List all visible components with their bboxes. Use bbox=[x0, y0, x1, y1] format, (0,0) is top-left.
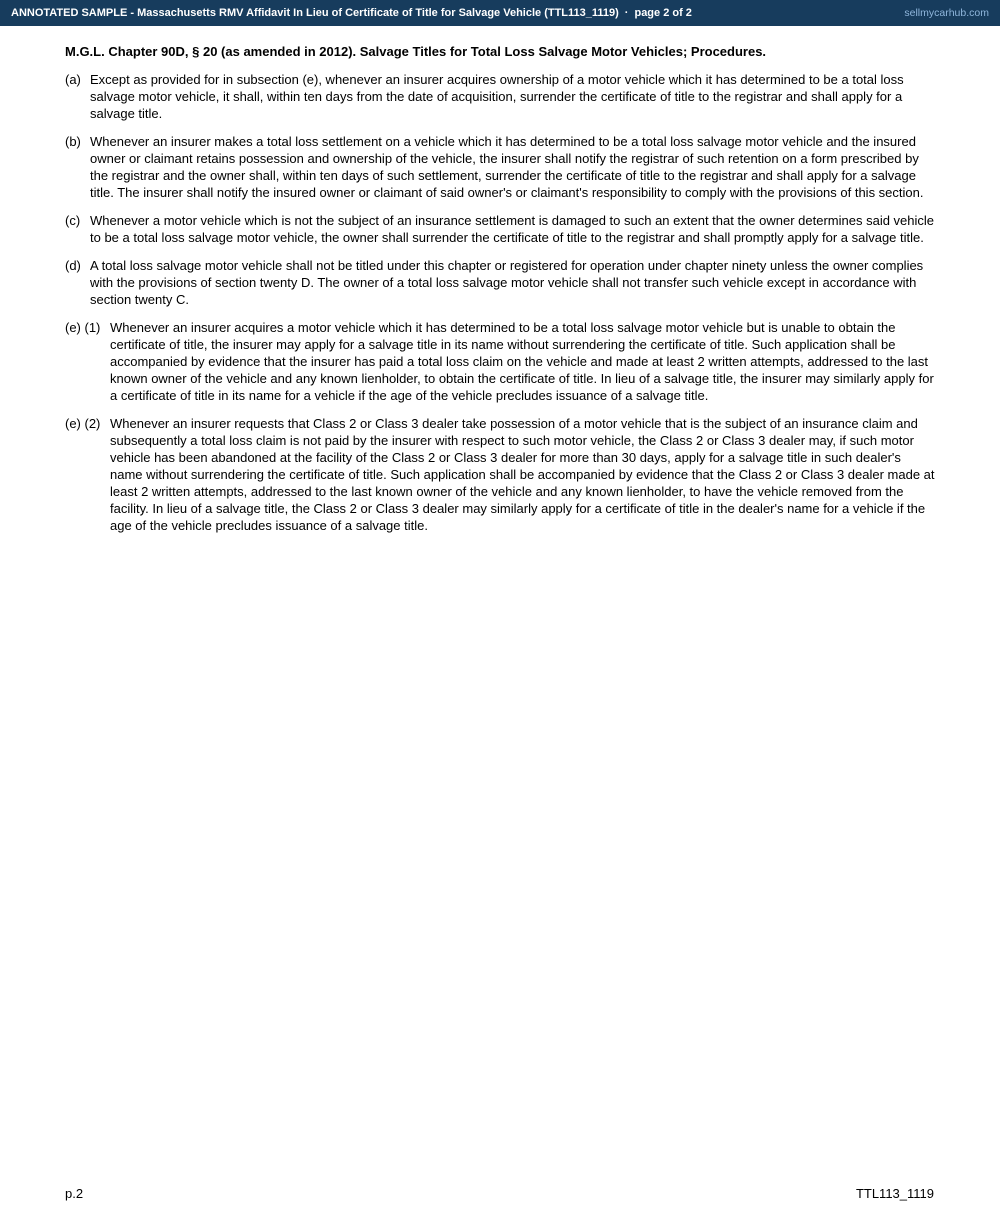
page-footer bbox=[65, 1186, 934, 1201]
clause-label: (b) bbox=[65, 134, 81, 149]
statute-heading: M.G.L. Chapter 90D, § 20 (as amended in 2012). Salvage Titles for Total Loss Salvage Motor Vehicles; Procedures. bbox=[65, 44, 767, 59]
top-banner bbox=[0, 0, 1000, 26]
clause-d bbox=[65, 257, 935, 308]
clause-text: Except as provided for in subsection (e), whenever an insurer acquires ownership of a motor vehicle which it has determined to be a total loss salvage motor vehicle, it shall, within ten days from the date of acquisition, surrender the certificate of title to the registrar and shall apply for a salvage title. bbox=[90, 72, 904, 121]
statute-section bbox=[65, 43, 935, 545]
banner-document-title: ANNOTATED SAMPLE - Massachusetts RMV Affidavit In Lieu of Certificate of Title for Salvage Vehicle (TTL113_1119) bbox=[11, 7, 619, 19]
clause-a bbox=[65, 71, 935, 122]
clause-label: (a) bbox=[65, 72, 81, 87]
banner-page-indicator: page 2 of 2 bbox=[634, 7, 692, 19]
clause-text: A total loss salvage motor vehicle shall not be titled under this chapter or registered for operation under chapter ninety unless the owner complies with the provisions of section twenty D. The owner of a total loss salvage motor vehicle shall not transfer such vehicle except in accordance with section twenty C. bbox=[90, 258, 924, 307]
form-code: TTL113_1119 bbox=[855, 1186, 934, 1201]
clause-label: (e) (2) bbox=[65, 416, 101, 431]
clause-text: Whenever an insurer acquires a motor vehicle which it has determined to be a total loss salvage motor vehicle but is unable to obtain the certificate of title, the insurer may apply for a salvage title in its name without surrendering the certificate of title. Such application shall be accompanied by evidence that the insurer has paid a total loss claim on the vehicle and made at least 2 written attempts, addressed to the last known owner of the vehicle and any known lienholder, to obtain the certificate of title. In lieu of a salvage title, the insurer may similarly apply for a certificate of title in its name for a vehicle if the age of the vehicle precludes issuance of a salvage title. bbox=[110, 320, 934, 403]
clause-label: (c) bbox=[65, 213, 81, 228]
clause-e1 bbox=[65, 319, 935, 404]
clause-label: (d) bbox=[65, 258, 81, 273]
clause-text: Whenever a motor vehicle which is not the subject of an insurance settlement is damaged to such an extent that the owner determines said vehicle to be a total loss salvage motor vehicle, the owner shall surrender the certificate of title to the registrar and shall promptly apply for a salvage title. bbox=[90, 213, 935, 245]
clause-c bbox=[65, 212, 935, 246]
clause-label: (e) (1) bbox=[65, 320, 101, 335]
banner-title bbox=[11, 7, 692, 19]
clause-text: Whenever an insurer requests that Class 2 or Class 3 dealer take possession of a motor vehicle that is the subject of an insurance claim and subsequently a total loss claim is not paid by the insurer with respect to such motor vehicle, the Class 2 or Class 3 dealer may, if such motor vehicle has been abandoned at the facility of the Class 2 or Class 3 dealer for more than 30 days, apply for a salvage title in such dealer's name without surrendering the certificate of title. Such application shall be accompanied by evidence that the Class 2 or Class 3 dealer made at least 2 written attempts, addressed to the last known owner of the vehicle and any known lienholder, to have the vehicle removed from the facility. In lieu of a salvage title, the Class 2 or Class 3 dealer may similarly apply for a certificate of title in the dealer's name for a vehicle if the age of the vehicle precludes issuance of a salvage title. bbox=[110, 416, 935, 533]
clause-text: Whenever an insurer makes a total loss settlement on a vehicle which it has determined to be a total loss salvage motor vehicle and the insured owner or claimant retains possession and ownership of the vehicle, the insurer shall notify the registrar of such retention on a form prescribed by the registrar and the owner shall, within ten days of such settlement, surrender the certificate of title to the registrar and shall apply for a salvage title. The insurer shall notify the insured owner or claimant of said owner's or claimant's responsibility to comply with the provisions of this section. bbox=[90, 134, 924, 200]
banner-separator: · bbox=[624, 7, 629, 19]
page-number: p.2 bbox=[65, 1186, 84, 1201]
site-link[interactable]: sellmycarhub.com bbox=[904, 7, 989, 19]
clause-b bbox=[65, 133, 935, 201]
clause-e2 bbox=[65, 415, 935, 534]
